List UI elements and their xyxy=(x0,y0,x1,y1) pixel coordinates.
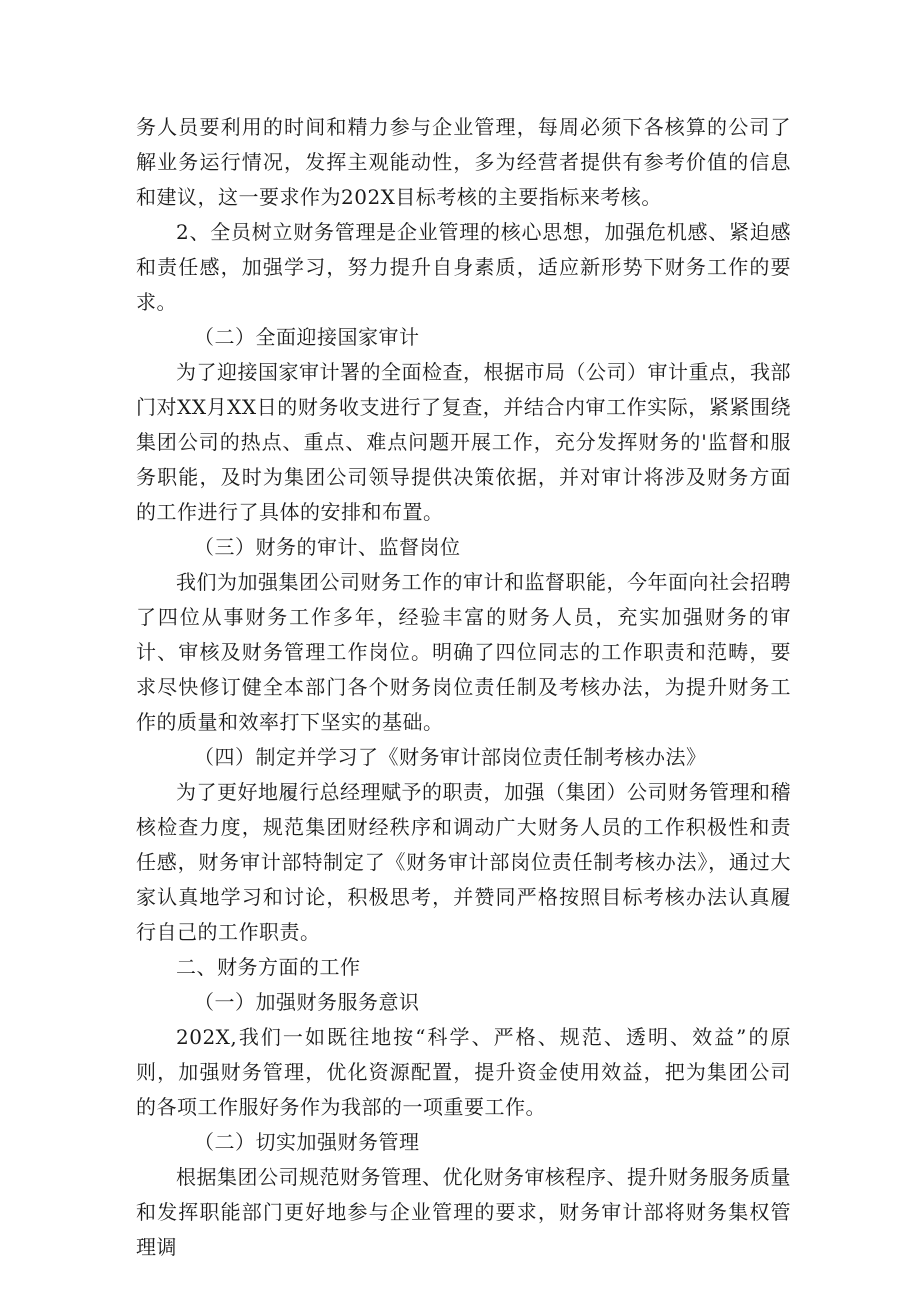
paragraph-1: 务人员要利用的时间和精力参与企业管理，每周必须下各核算的公司了解业务运行情况，发挥主观能动性，多为经营者提供有参考价值的信息和建议，这一要求作为202X目标考核的主要指标来考核。 xyxy=(136,115,791,209)
subheading-assessment-method: （四）制定并学习了《财务审计部岗位责任制考核办法》 xyxy=(194,745,707,769)
subheading-financial-management: （二）切实加强财务管理 xyxy=(194,1130,420,1154)
paragraph-2: 2、全员树立财务管理是企业管理的核心思想，加强危机感、紧迫感和责任感，加强学习，努力提升自身素质，适应新形势下财务工作的要求。 xyxy=(136,220,791,314)
paragraph-7: 根据集团公司规范财务管理、优化财务审核程序、提升财务服务质量和发挥职能部门更好地参与企业管理的要求，财务审计部将财务集权管理调 xyxy=(136,1165,791,1259)
subheading-service-awareness: （一）加强财务服务意识 xyxy=(194,990,420,1014)
paragraph-5: 为了更好地履行总经理赋予的职责，加强（集团）公司财务管理和稽核检查力度，规范集团财经秩序和调动广大财务人员的工作积极性和责任感，财务审计部特制定了《财务审计部岗位责任制考核办法》，通过大家认真地学习和讨论，积极思考，并赞同严格按照目标考核办法认真履行自己的工作职责。 xyxy=(136,780,791,944)
subheading-national-audit: （二）全面迎接国家审计 xyxy=(194,325,420,349)
section-heading-finance-work: 二、财务方面的工作 xyxy=(176,955,361,979)
paragraph-3: 为了迎接国家审计署的全面检查，根据市局（公司）审计重点，我部门对XX月XX日的财务收支进行了复查，并结合内审工作实际，紧紧围绕集团公司的热点、重点、难点问题开展工作，充分发挥财务的'监督和服务职能，及时为集团公司领导提供决策依据，并对审计将涉及财务方面的工作进行了具体的安排和布置。 xyxy=(136,360,791,524)
document-body xyxy=(136,110,791,1265)
paragraph-4: 我们为加强集团公司财务工作的审计和监督职能，今年面向社会招聘了四位从事财务工作多年，经验丰富的财务人员，充实加强财务的审计、审核及财务管理工作岗位。明确了四位同志的工作职责和范畴，要求尽快修订健全本部门各个财务岗位责任制及考核办法，为提升财务工作的质量和效率打下坚实的基础。 xyxy=(136,570,791,734)
paragraph-6: 202X,我们一如既往地按“科学、严格、规范、透明、效益”的原则，加强财务管理，优化资源配置，提升资金使用效益，把为集团公司的各项工作服好务作为我部的一项重要工作。 xyxy=(136,1025,791,1119)
subheading-audit-supervision: （三）财务的审计、监督岗位 xyxy=(194,535,461,559)
